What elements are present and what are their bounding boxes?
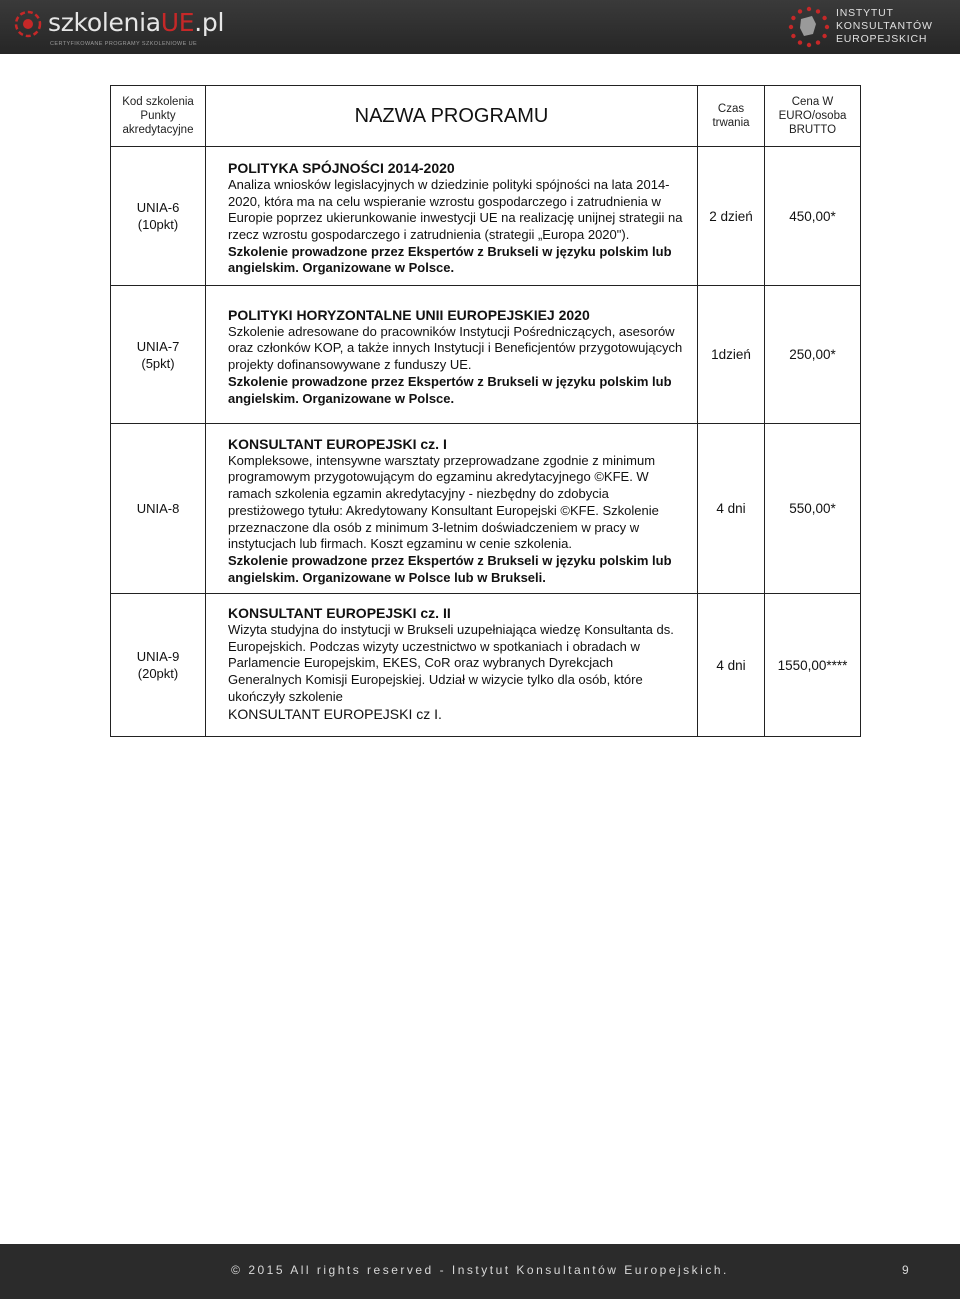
program-code-cell	[111, 594, 206, 737]
program-description	[206, 594, 698, 737]
program-title: KONSULTANT EUROPEJSKI cz. I	[228, 435, 447, 452]
program-price: 550,00*	[765, 424, 861, 594]
page-header	[0, 0, 960, 54]
program-description	[206, 424, 698, 594]
header-price: Cena W EURO/osoba BRUTTO	[765, 86, 861, 147]
header-code: Kod szkolenia Punkty akredytacyjne	[111, 86, 206, 147]
logo-emblem-icon	[14, 10, 42, 38]
program-price: 450,00*	[765, 147, 861, 286]
program-note: Szkolenie prowadzone przez Ekspertów z Brukseli w języku polskim lub angielskim. Organizowane w Polsce.	[228, 243, 672, 276]
program-body: Szkolenie adresowane do pracowników Instytucji Pośredniczących, asesorów oraz członków KOP, a także innych Instytucji i Beneficjentów przygotowujących projekty dofinansowywane z funduszy UE.	[228, 323, 683, 373]
header-duration: Czas trwania	[698, 86, 765, 147]
program-description	[206, 147, 698, 286]
program-note: Szkolenie prowadzone przez Ekspertów z Brukseli w języku polskim lub angielskim. Organizowane w Polsce lub w Brukseli.	[228, 552, 672, 585]
program-description	[206, 286, 698, 424]
program-note: Szkolenie prowadzone przez Ekspertów z Brukseli w języku polskim lub angielskim. Organizowane w Polsce.	[228, 373, 672, 406]
program-body: Analiza wniosków legislacyjnych w dziedzinie polityki spójności na lata 2014-2020, która ma na celu wspieranie wzrostu gospodarczego i zatrudnienia w Europie poprzez ukierunkowanie inwestycji UE na realizację unijnej strategii na rzecz wzrostu gospodarczego i zatrudnienia (strategii „Europa 2020").	[228, 176, 683, 242]
instytut-name: INSTYTUT KONSULTANTÓW EUROPEJSKICH	[836, 7, 933, 45]
program-code: UNIA-8	[136, 501, 180, 516]
logo-tagline: CERTYFIKOWANE PROGRAMY SZKOLENIOWE UE	[50, 41, 198, 47]
table-row	[111, 424, 861, 594]
program-duration: 4 dni	[698, 424, 765, 594]
program-code: UNIA-9	[136, 649, 180, 665]
program-title: POLITYKA SPÓJNOŚCI 2014-2020	[228, 159, 455, 176]
program-duration: 2 dzień	[698, 147, 765, 286]
szkoleniaue-logo[interactable]	[10, 4, 230, 50]
table-row	[111, 594, 861, 737]
program-code-cell	[111, 286, 206, 424]
program-code-cell	[111, 147, 206, 286]
table-row	[111, 147, 861, 286]
program-code: UNIA-6	[136, 200, 180, 215]
page-footer	[0, 1244, 960, 1299]
program-title: POLITYKI HORYZONTALNE UNII EUROPEJSKIEJ 2020	[228, 306, 590, 323]
program-price: 250,00*	[765, 286, 861, 424]
table-header-row	[111, 86, 861, 147]
logo-wordmark: szkoleniaUE.pl	[48, 8, 225, 37]
header-name: NAZWA PROGRAMU	[206, 86, 698, 147]
program-points: (5pkt)	[141, 355, 175, 371]
program-duration: 1dzień	[698, 286, 765, 424]
table-row	[111, 286, 861, 424]
program-code-cell	[111, 424, 206, 594]
program-points: (10pkt)	[137, 217, 179, 232]
program-duration: 4 dni	[698, 594, 765, 737]
program-points: (20pkt)	[137, 666, 179, 682]
eu-stars-icon	[786, 4, 832, 50]
instytut-logo[interactable]	[780, 2, 956, 52]
program-body: Kompleksowe, intensywne warsztaty przeprowadzane zgodnie z minimum programowym przygotowującym do egzaminu akredytacyjnego ©KFE. W ramach szkolenia egzamin akredytacyjny - niezbędny do zdobycia prestiżowego tytułu: Akredytowany Konsultant Europejski ©KFE. Szkolenie przeznaczone dla osób z minimum 3-letnim doświadczeniem w pracy w instytucjach lub firmach. Koszt egzaminu w cenie szkolenia.	[228, 452, 659, 552]
program-code: UNIA-7	[136, 338, 180, 354]
program-price: 1550,00****	[765, 594, 861, 737]
program-body-tail: KONSULTANT EUROPEJSKI cz I.	[228, 705, 442, 722]
copyright-text: © 2015 All rights reserved - Instytut Konsultantów Europejskich.	[231, 1263, 729, 1277]
program-title: KONSULTANT EUROPEJSKI cz. II	[228, 605, 451, 621]
page-number: 9	[902, 1263, 909, 1277]
programs-table	[110, 85, 861, 737]
program-body: Wizyta studyjna do instytucji w Brukseli uzupełniająca wiedzę Konsultanta ds. Europejskich. Podczas wizyty uczestnictwo w spotkaniach i obradach w Parlamencie Europejskim, EKES, CoR oraz wybranych Dyrekcjach Generalnych Komisji Europejskiej. Udział w wizycie tylko dla osób, które ukończyły szkolenie	[228, 622, 674, 704]
